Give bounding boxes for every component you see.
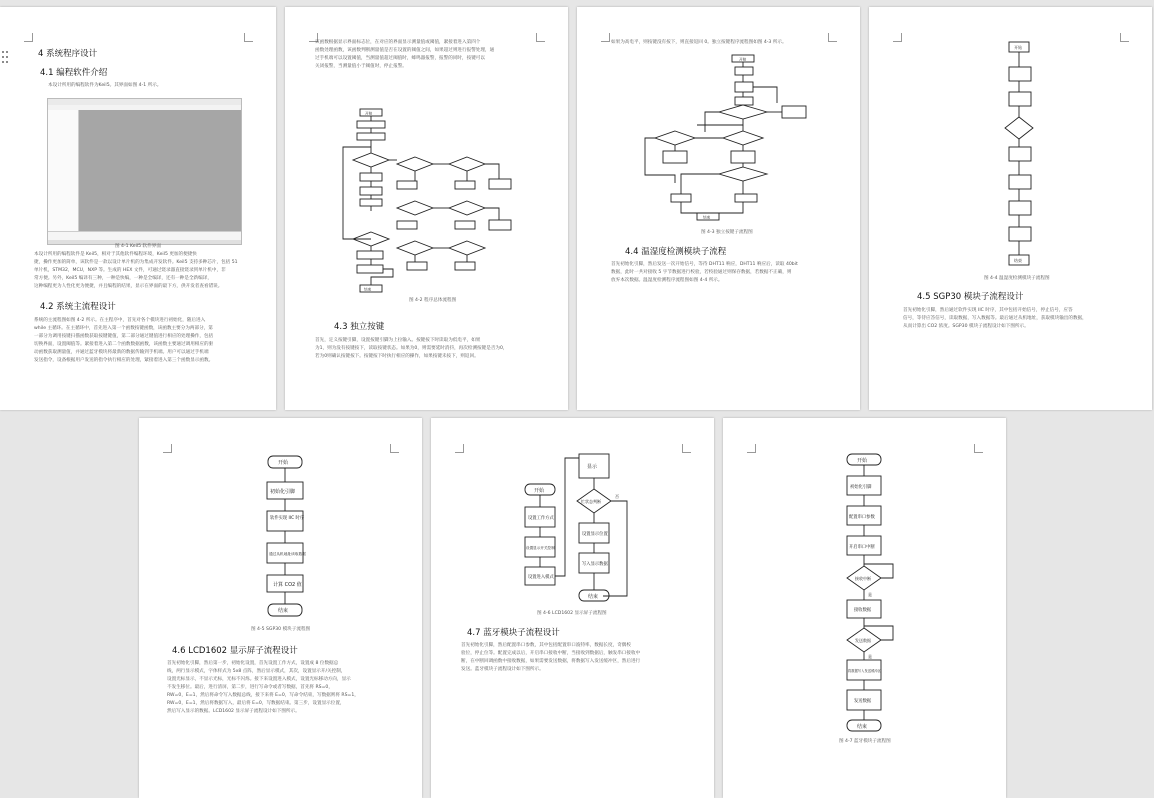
- svg-text:初始化引脚: 初始化引脚: [270, 489, 296, 495]
- svg-text:软件实现 IIC 时序: 软件实现 IIC 时序: [270, 516, 305, 521]
- section-heading-4-1: 4.1 编程软件介绍: [40, 68, 108, 78]
- section-heading-4-7: 4.7 蓝牙模块子流程设计: [467, 628, 560, 638]
- document-page-2: [285, 7, 568, 410]
- svg-text:计算 CO2 值: 计算 CO2 值: [273, 582, 302, 588]
- svg-text:结束: 结束: [364, 287, 372, 292]
- figure-caption: 图 4-2 程序总体流程图: [409, 298, 457, 303]
- svg-text:通过从机地址读取数据: 通过从机地址读取数据: [269, 552, 306, 556]
- svg-text:设置进入模式: 设置进入模式: [528, 575, 554, 580]
- document-page-5: [139, 418, 422, 798]
- crop-mark: [244, 33, 253, 42]
- bluetooth-paragraph: 首先初始化引脚，然后配置串口参数，其中包括配置串口波特率，数据长度，奇偶校 验位，停止位等。配置完成以后，开启串口接收中断，当接收到数据后，触发串口接收中 断，在中断回调函数中接收数据，如果需要发送数据，将数据写入发送缓冲区，然后进行 发送。蓝牙模块子流程设计如下图所示。: [461, 643, 641, 672]
- svg-text:设置工作方式: 设置工作方式: [528, 516, 554, 521]
- section-heading-4-4: 4.4 温湿度检测模块子流程: [625, 247, 727, 257]
- dht-paragraph: 首先初始化引脚，然后发送一次开始信号，等待 DHT11 响应，DHT11 响应后，读取 40bit 数据，此时一共对接收 5 字节数据进行校验，若校验通过则保存数据，若数据不正确，则 放弃本次数据。温湿度检测程序流程图如图 4-4 所示。: [611, 262, 798, 283]
- figure-caption: 图 4-4 温湿度检测模块子流程图: [984, 276, 1050, 281]
- threshold-paragraph: 该函数根据显示界面标志位，在对应的界面显示测量值或阈值，紧接着进入第四个 函数处理函数，该函数判断测量值是否在设置的阈值之间，如果超过则进行报警处理，通 过手机端可以设置阈值，当测量值超过阈值时，蜂鸣器报警，报警的同时，按键可以 关闭报警，当测量值小于阈值时，停止报警。: [315, 40, 495, 69]
- svg-text:发送数据: 发送数据: [854, 699, 872, 704]
- svg-text:开始: 开始: [278, 460, 289, 466]
- section-heading-4-5: 4.5 SGP30 模块子流程设计: [917, 292, 1024, 302]
- sgp30-paragraph: 首先初始化引脚，然后通过软件实现 IIC 时序，其中包括开始信号，停止信号，应答 信号，等待应答信号，读取数据，写入数据等。最后通过从机地址，获取模块输出的数据， 从而计算出 CO2 浓度。SGP30 模块子流程设计如下图所示。: [903, 308, 1087, 329]
- key-end-paragraph: 如果为高电平，则按键没有按下，则直接返回 0。独立按键程序流程图如图 4-3 所示。: [611, 40, 787, 45]
- key-flowchart: [577, 7, 860, 410]
- document-page-4: [869, 7, 1152, 410]
- svg-text:结束: 结束: [278, 608, 289, 614]
- intro-paragraph: 本设计所用的编程软件为Keil5。其界面如图 4-1 所示。: [48, 83, 162, 88]
- keil-screenshot: [47, 98, 242, 245]
- svg-text:开始: 开始: [534, 488, 545, 494]
- svg-text:结束: 结束: [1014, 258, 1022, 263]
- section-heading-4-6: 4.6 LCD1602 显示屏子流程设计: [172, 646, 298, 656]
- svg-text:结束: 结束: [703, 215, 711, 220]
- svg-text:发送数据: 发送数据: [855, 638, 871, 643]
- document-page-6: [431, 418, 714, 798]
- keil-build-output: [48, 231, 241, 240]
- keil-paragraph: 本设计所用的编程软件是 Keil5，相对于其他软件编程环境，Keil5 更加的便捷快 捷，操作更加的简单，该软件是一款以设计单片机的为集成开发软件。Keil5 支持多种芯片，包括 51 单片机，STM32，MCU，NXP 等。生成的 HEX 文件，可通过烧录器直接烧录到单片机中，非 常方便。另外，Keil5 编译有三种，一种是快编，一种是全编译，还有一种是全新编译， 这种编程更为人性化更为便捷，并且编程的结果，显示在界面的最下方，供开发者查看错误。: [34, 252, 238, 289]
- svg-text:忙状态判断: 忙状态判断: [581, 499, 601, 504]
- dht-flowchart: [869, 7, 1152, 410]
- svg-text:结束: 结束: [588, 594, 599, 600]
- figure-caption: 图 4-5 SGP30 模块子流程图: [251, 627, 311, 632]
- svg-text:开始: 开始: [1014, 45, 1022, 50]
- svg-text:是: 是: [868, 654, 872, 659]
- svg-text:配置串口参数: 配置串口参数: [849, 515, 875, 520]
- figure-caption: 图 4-7 蓝牙模块子流程图: [839, 739, 891, 744]
- svg-text:结束: 结束: [857, 724, 868, 730]
- document-page-1: [0, 7, 276, 410]
- keil-project-panel: [48, 110, 79, 232]
- svg-text:写入显示数据: 写入显示数据: [582, 562, 608, 567]
- lcd-paragraph: 首先初始化引脚，然后第一步，初始化设置，首先设置工作方式，设置成 8 位数据总 线，两行显示模式，字体样式为 5x8 点阵，然后显示模式，其次，设置显示开/关控制， 设置光标显示，不显示光标，光标不闪烁。接下来设置进入模式，设置光标移动方向，显示 不发生移位。最后，进行清屏，第二步，进行写命令或者写数据，首先将 RS=0， RW=0，E=1，然后将命令写入数据总线，接下来将 E=0，写命令结束，写数据则将 RS=1， RW=0，E=1，然后将数据写入，最后将 E=0，写数据结束。第三步，设置显示位置， 然后写入显示的数据。LCD1602 显示屏子流程设计如下图所示。: [167, 661, 359, 714]
- svg-text:否: 否: [615, 494, 619, 499]
- svg-text:是: 是: [868, 592, 872, 597]
- figure-caption: 图 4-6 LCD1602 显示屏子流程图: [537, 611, 607, 616]
- section-heading-4: 4 系统程序设计: [38, 49, 98, 59]
- svg-text:开始: 开始: [365, 111, 373, 116]
- sgp30-flowchart: [139, 418, 422, 798]
- svg-text:开启串口中断: 开启串口中断: [849, 545, 875, 550]
- keil-editor-area: [79, 110, 241, 232]
- section-heading-4-2: 4.2 系统主流程设计: [40, 302, 116, 312]
- crop-mark: [24, 33, 33, 42]
- figure-caption: 图 4-3 独立按键子流程图: [701, 230, 753, 235]
- svg-text:开始: 开始: [739, 57, 747, 62]
- drag-handle-icon[interactable]: [2, 51, 10, 65]
- svg-text:初始化引脚: 初始化引脚: [850, 485, 872, 490]
- svg-text:显示: 显示: [587, 464, 598, 470]
- document-page-7: [723, 418, 1006, 798]
- figure-caption: 图 4-1 Keil5 软件界面: [115, 244, 161, 249]
- svg-text:接收数据: 接收数据: [854, 608, 872, 613]
- svg-text:设置显示开关控制: 设置显示开关控制: [526, 546, 555, 550]
- main-flow-paragraph: 系统的主流程图如图 4-2 所示。在主程序中，首先对各个模块进行初始化，随后进入 while 主循环。在主循环中，首先进入第一个函数按键函数，该函数主要分为两部分，第 一部分为调用按键扫描函数获取按键键值，第二部分通过键值进行相应的处理操作，包括 切换界面，设置阈值等。紧接着进入第二个函数数据函数，该函数主要通过调用相应的驱 动函数获取测量值，并通过蓝牙模块将最新的数据传输到手机端。用户可以通过手机端 发送指令，设备根据用户发送的指令执行相应的处理，紧接着进入第三个函数显示函数。: [34, 318, 214, 363]
- section-heading-4-3: 4.3 独立按键: [334, 322, 385, 332]
- svg-text:开始: 开始: [857, 458, 868, 464]
- svg-text:将数据写入发送缓冲区: 将数据写入发送缓冲区: [848, 669, 881, 673]
- key-paragraph: 首先，定义按键引脚，设置按键引脚为上拉输入。按键按下时读取为低电平，如果 为1，则为没有按键按下，读取按键状态。如果为0，则需要延时消抖，再次检测按键是否为0， 若为0则确认按键按下。按键按下时执行相应的操作，如果按键未按下，则返回。: [315, 338, 508, 359]
- svg-text:接收中断: 接收中断: [855, 576, 871, 581]
- lcd-flowchart: [431, 418, 714, 798]
- document-page-3: [577, 7, 860, 410]
- svg-text:设置显示位置: 设置显示位置: [582, 532, 608, 537]
